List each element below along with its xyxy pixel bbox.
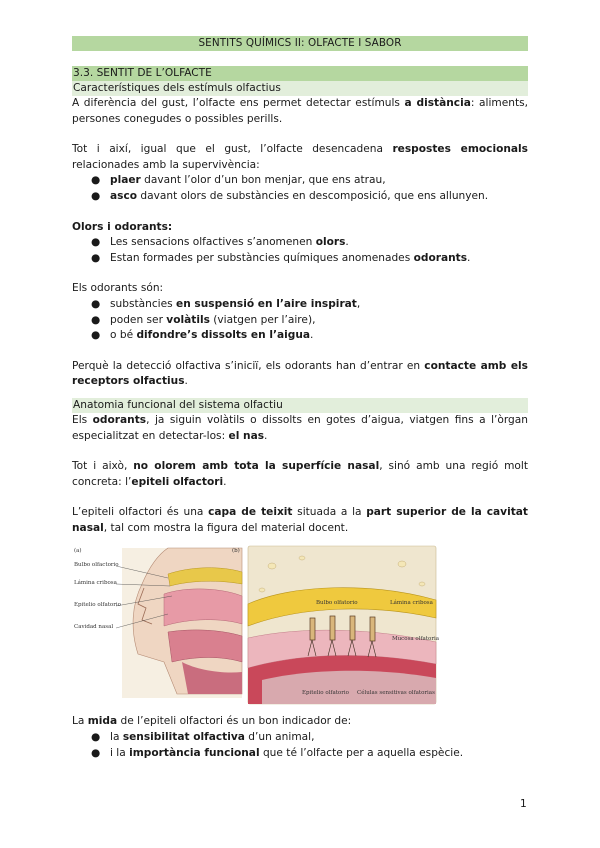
paragraph-size-indicator: La mida de l’epiteli olfactori és un bon indicador de: xyxy=(72,715,352,728)
odors-heading: Olors i odorants: xyxy=(72,220,173,233)
right-label-lamina: Lámina cribosa xyxy=(390,600,433,607)
paragraph-epithelium-layer: L’epiteli olfactori és una capa de teixit situada a la part superior de la cavitat nasal, tal com mostra la figura del material docent. xyxy=(72,506,528,534)
list-item: ● o bé difondre’s dissolts en l’aigua. xyxy=(91,329,314,342)
document-title: SENTITS QUÍMICS II: OLFACTE I SABOR xyxy=(72,36,528,51)
left-label-cavidad: Cavidad nasal xyxy=(74,624,114,631)
paragraph-not-all-surface: Tot i això, no olorem amb tota la superfície nasal, sinó amb una regió molt concreta: l’epiteli olfactori. xyxy=(72,460,528,488)
left-label-bulbo: Bulbo olfactorio xyxy=(74,562,119,569)
list-item: ● substàncies en suspensió en l’aire inspirat, xyxy=(91,297,361,310)
right-label-celulas: Células sensitivas olfatorias xyxy=(357,690,435,697)
right-panel-detail xyxy=(232,546,440,704)
list-item: ● plaer davant l’olor d’un bon menjar, que ens atrau, xyxy=(91,174,386,187)
paragraph-contact: Perquè la detecció olfactiva s’iniciï, els odorants han d’entrar en contacte amb els receptors olfactius. xyxy=(72,359,528,388)
list-item: ● Estan formades per substàncies químiques anomenades odorants. xyxy=(91,251,471,264)
left-label-epitelio: Epitelio olfatorio xyxy=(74,602,121,609)
page-number: 1 xyxy=(520,798,527,810)
paragraph-emotional: Tot i així, igual que el gust, l’olfacte desencadena respostes emocionals relacionades amb la supervivència: xyxy=(72,143,528,171)
left-panel-tag: (a) xyxy=(74,548,82,555)
right-label-epitelio: Epitelio olfatorio xyxy=(302,690,349,697)
paragraph-odorants-nose: Els odorants, ja siguin volàtils o dissolts en gotes d’aigua, viatgen fins a l’òrgan especialitzat en detectar-los: el nas. xyxy=(72,413,528,442)
list-item: ● la sensibilitat olfactiva d’un animal, xyxy=(91,731,315,744)
size-indicator-list xyxy=(72,730,528,761)
subsection-heading-anatomy: Anatomia funcional del sistema olfactiu xyxy=(72,398,528,413)
paragraph-distance: A diferència del gust, l’olfacte ens permet detectar estímuls a distància: aliments, persones conegudes o possibles perills. xyxy=(72,97,528,125)
left-panel-head xyxy=(74,547,242,698)
right-panel-tag: (b) xyxy=(232,548,240,555)
list-item: ● asco davant olors de substàncies en descomposició, que ens allunyen. xyxy=(91,189,489,202)
list-item: ● i la importància funcional que té l’olfacte per a aquella espècie. xyxy=(91,746,464,759)
right-label-bulbo: Bulbo olfatorio xyxy=(316,600,358,607)
odors-list xyxy=(72,235,528,266)
emotional-list xyxy=(72,173,528,204)
right-label-mucosa: Mucosa olfatoria xyxy=(392,636,439,643)
list-item: ● Les sensacions olfactives s’anomenen olors. xyxy=(91,236,349,249)
odorants-list xyxy=(72,297,528,344)
olfactory-anatomy-figure xyxy=(72,544,528,706)
left-label-lamina: Lámina cribosa xyxy=(74,580,117,587)
subsection-heading-stimuli: Característiques dels estímuls olfactius xyxy=(72,81,528,96)
list-item: ● poden ser volàtils (viatgen per l’aire), xyxy=(91,313,316,326)
olfactory-anatomy-illustration xyxy=(72,544,528,706)
document-page xyxy=(72,36,528,761)
section-heading: 3.3. SENTIT DE L’OLFACTE xyxy=(72,66,528,81)
odorants-intro: Els odorants són: xyxy=(72,282,164,295)
